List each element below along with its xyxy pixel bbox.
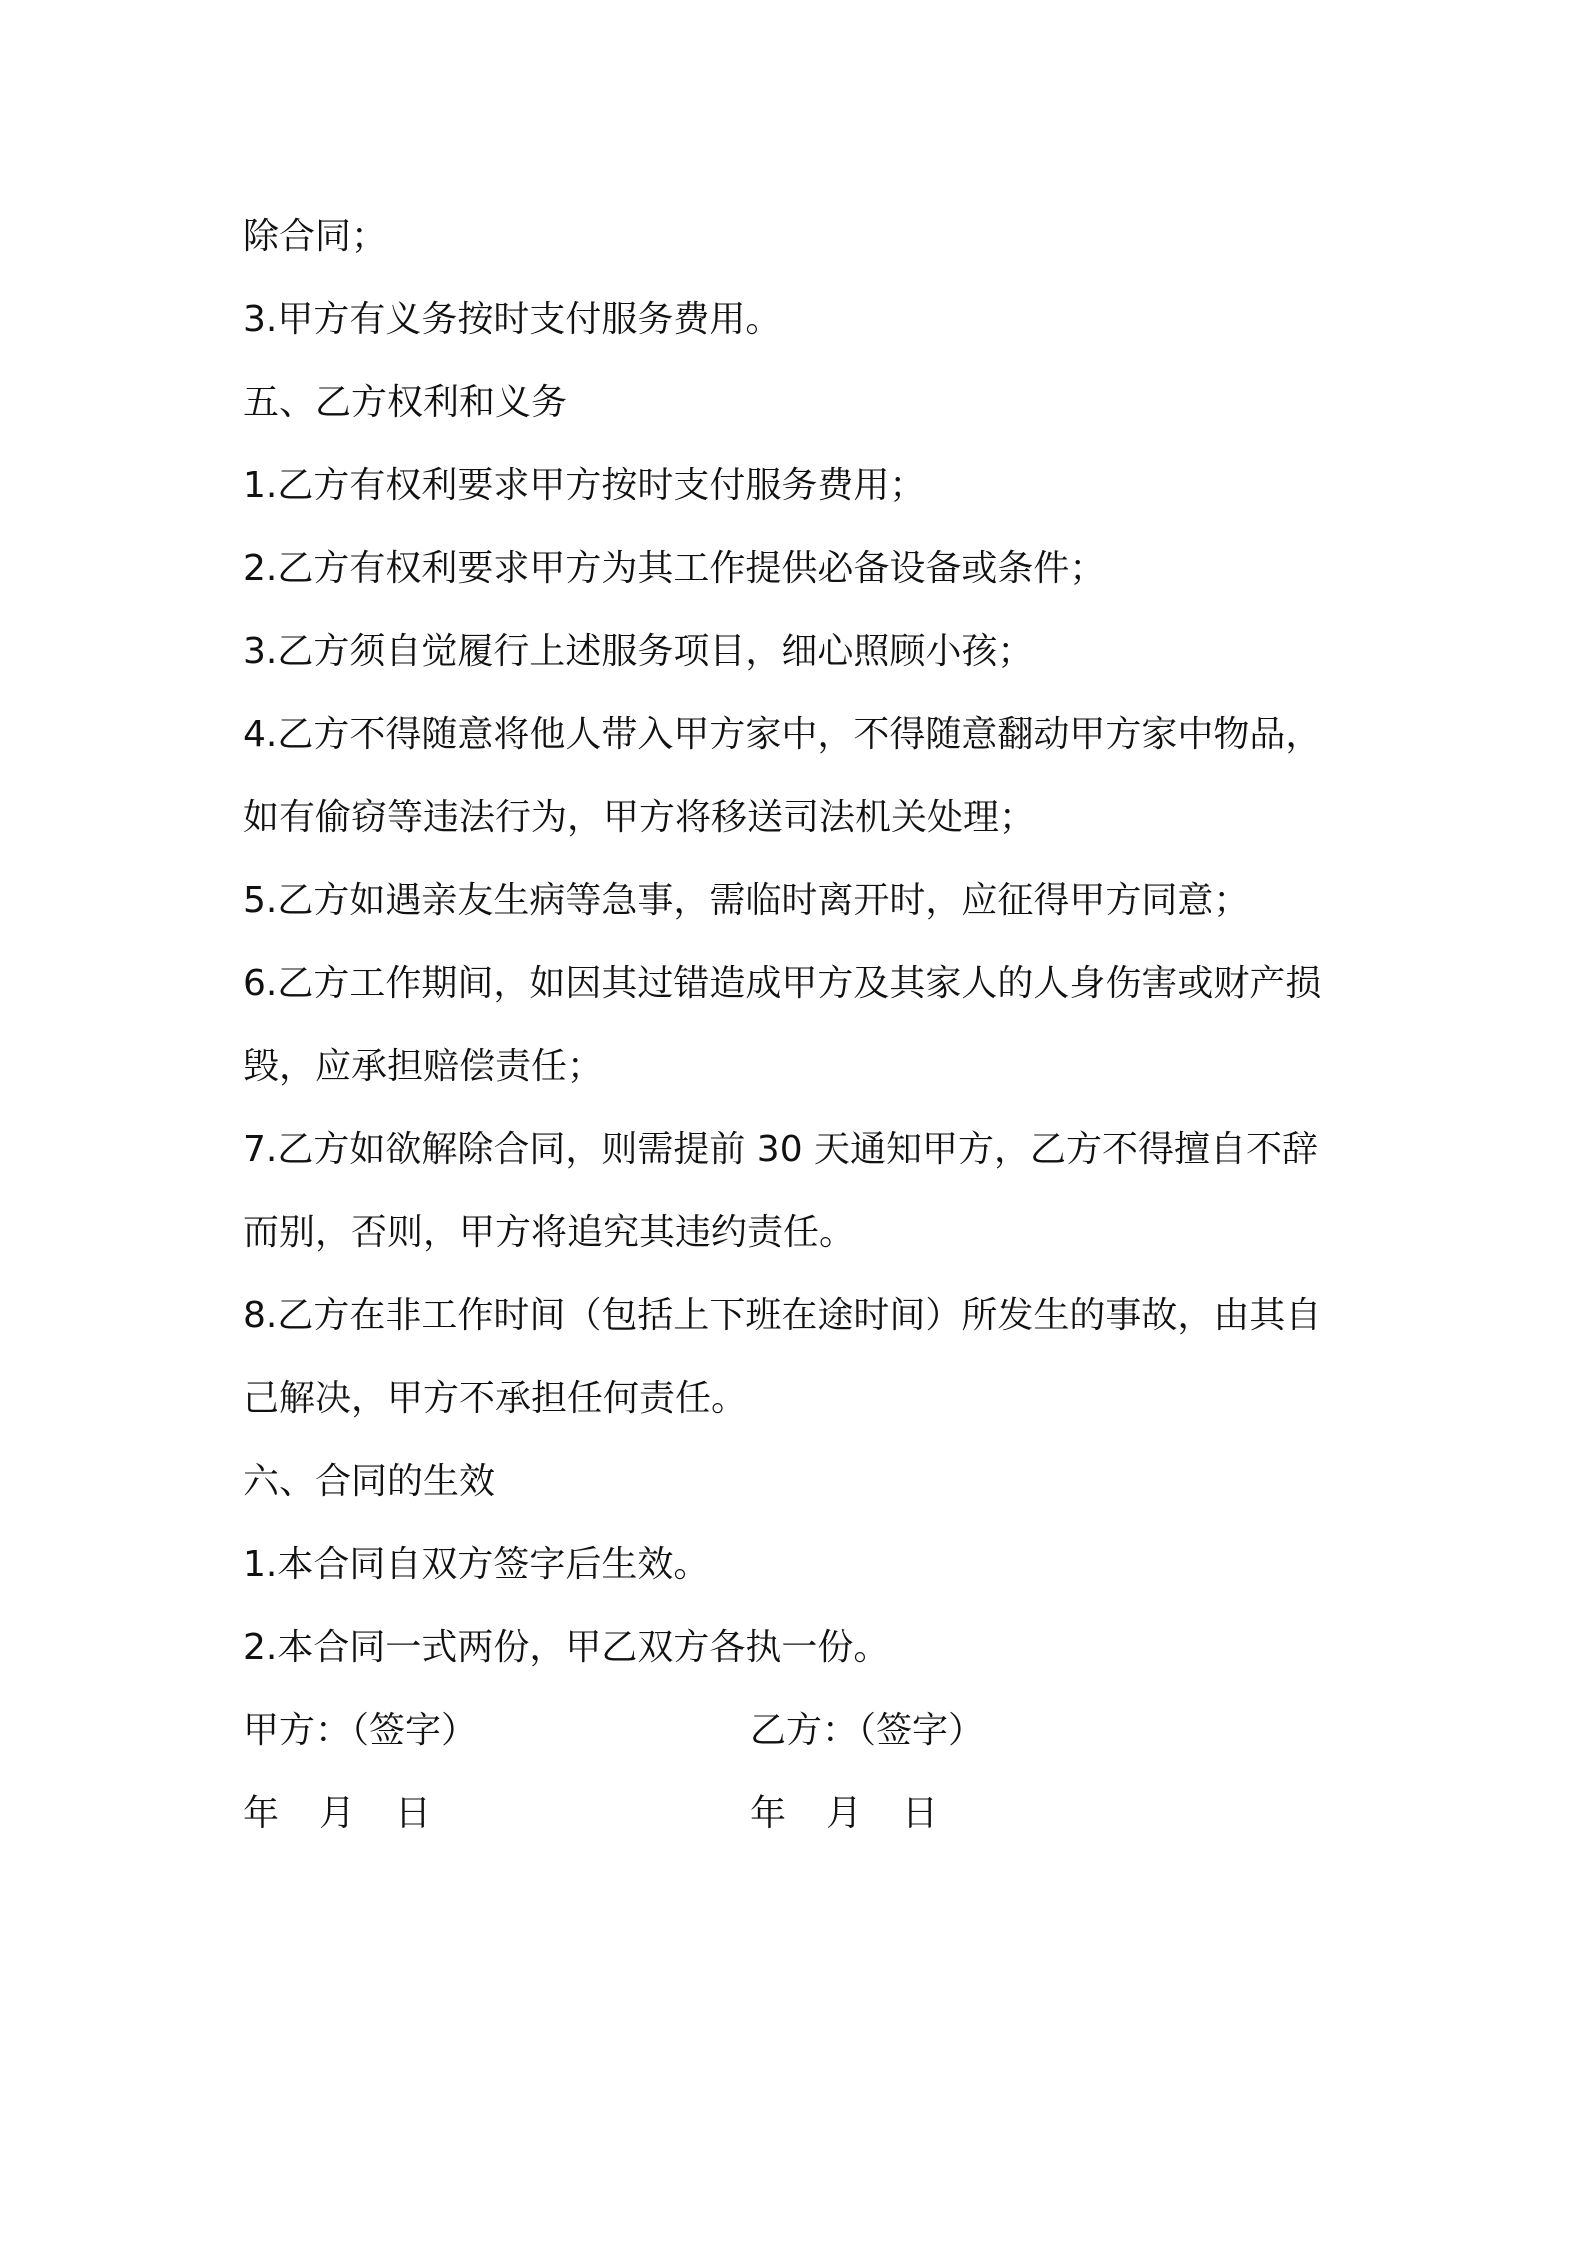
text-line: 1.乙方有权利要求甲方按时支付服务费用； [243, 465, 926, 506]
text-line: 己解决，甲方不承担任何责任。 [243, 1378, 748, 1419]
day-label: 日 [395, 1793, 432, 1834]
section-heading: 六、合同的生效 [243, 1461, 496, 1502]
text-line: 而别，否则，甲方将追究其违约责任。 [243, 1212, 856, 1253]
text-line: 毁，应承担赔偿责任； [243, 1046, 604, 1087]
text-line: 4.乙方不得随意将他人带入甲方家中，不得随意翻动甲方家中物品， [243, 714, 1322, 755]
text-line: 3.甲方有义务按时支付服务费用。 [243, 299, 782, 340]
contract-body [243, 195, 1363, 1855]
day-label: 日 [902, 1793, 939, 1834]
date-row [243, 1772, 1363, 1855]
party-a-date [243, 1772, 471, 1855]
month-label: 月 [826, 1793, 863, 1834]
party-b-date [750, 1772, 978, 1855]
text-line: 除合同； [243, 216, 388, 257]
section-heading: 五、乙方权利和义务 [243, 382, 568, 423]
text-line: 7.乙方如欲解除合同，则需提前 30 天通知甲方，乙方不得擅自不辞 [243, 1129, 1319, 1170]
text-line: 2.本合同一式两份，甲乙双方各执一份。 [243, 1627, 890, 1668]
party-b-signature-label: 乙方：（签字） [750, 1710, 985, 1751]
month-label: 月 [319, 1793, 356, 1834]
signature-row [243, 1689, 1363, 1772]
year-label: 年 [243, 1793, 280, 1834]
text-line: 2.乙方有权利要求甲方为其工作提供必备设备或条件； [243, 548, 1106, 589]
text-line: 如有偷窃等违法行为，甲方将移送司法机关处理； [243, 797, 1036, 838]
text-line: 5.乙方如遇亲友生病等急事，需临时离开时，应征得甲方同意； [243, 880, 1250, 921]
text-line: 8.乙方在非工作时间（包括上下班在途时间）所发生的事故，由其自 [243, 1295, 1322, 1336]
year-label: 年 [750, 1793, 787, 1834]
party-a-signature-label: 甲方：（签字） [243, 1710, 478, 1751]
text-line: 6.乙方工作期间，如因其过错造成甲方及其家人的人身伤害或财产损 [243, 963, 1322, 1004]
text-line: 1.本合同自双方签字后生效。 [243, 1544, 710, 1585]
text-line: 3.乙方须自觉履行上述服务项目，细心照顾小孩； [243, 631, 1034, 672]
